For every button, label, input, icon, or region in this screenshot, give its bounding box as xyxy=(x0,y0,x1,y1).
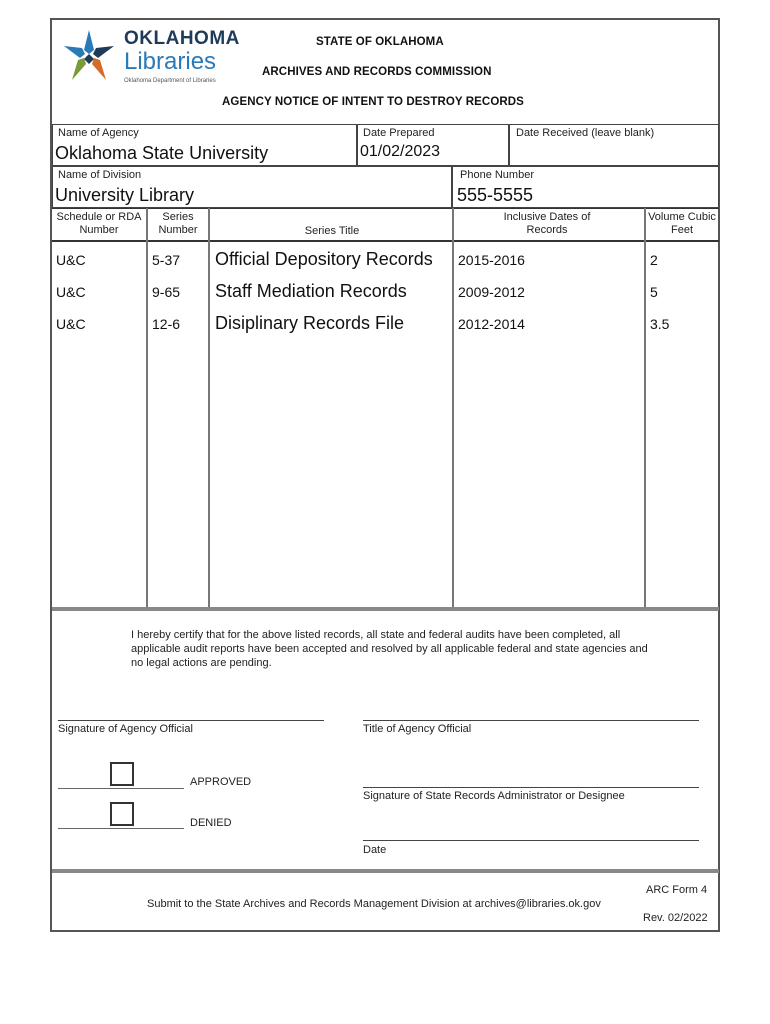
form-title: AGENCY NOTICE OF INTENT TO DESTROY RECORDS xyxy=(222,96,524,108)
date-received-label: Date Received (leave blank) xyxy=(516,127,655,139)
logo-tagline: Oklahoma Department of Libraries xyxy=(124,78,216,84)
col-divider-2 xyxy=(208,208,210,608)
col-divider-3 xyxy=(452,208,454,608)
row3-dates[interactable]: 2012-2014 xyxy=(458,316,525,332)
phone-field[interactable]: 555-5555 xyxy=(457,185,534,205)
row1-dates[interactable]: 2015-2016 xyxy=(458,252,525,268)
submit-instructions: Submit to the State Archives and Records Management Division at archives@libraries.ok.gov xyxy=(147,898,601,910)
division-label: Name of Division xyxy=(58,169,142,181)
row2-schedule[interactable]: U&C xyxy=(56,284,86,300)
agency-name-field[interactable]: Oklahoma State University xyxy=(55,143,269,163)
agency-name-label: Name of Agency xyxy=(58,127,139,139)
denied-line xyxy=(58,828,184,829)
approved-label: APPROVED xyxy=(190,776,252,788)
row1-number[interactable]: 5-37 xyxy=(152,252,181,268)
agency-signature-label: Signature of Agency Official xyxy=(58,723,193,735)
certification-text: I hereby certify that for the above listed records, all state and federal audits have been completed, all applicable audit reports have been accepted and resolved by all applicable federal and state agencies and no legal actions are pending. xyxy=(131,629,648,669)
row3-title[interactable]: Disiplinary Records File xyxy=(215,313,405,333)
col-divider-1 xyxy=(146,208,148,608)
table-top-border xyxy=(52,208,719,209)
table-header-divider xyxy=(52,240,719,242)
title-official-label: Title of Agency Official xyxy=(363,723,472,735)
row2-number[interactable]: 9-65 xyxy=(152,284,181,300)
col-divider-4 xyxy=(644,208,646,608)
division-field[interactable]: University Library xyxy=(55,185,195,205)
date-signature-line[interactable] xyxy=(363,840,699,841)
state-records-signature-line[interactable] xyxy=(363,787,699,788)
state-title: STATE OF OKLAHOMA xyxy=(316,36,444,48)
form-id: ARC Form 4 xyxy=(646,884,708,896)
col-header-schedule: Schedule or RDA Number xyxy=(56,211,142,236)
row3-schedule[interactable]: U&C xyxy=(56,316,86,332)
row1-title[interactable]: Official Depository Records xyxy=(215,249,433,269)
row2-title[interactable]: Staff Mediation Records xyxy=(215,281,407,301)
col-header-volume: Volume Cubic Feet xyxy=(648,211,716,236)
revision-date: Rev. 02/2022 xyxy=(643,912,708,924)
agency-signature-line[interactable] xyxy=(58,720,324,721)
row3-number[interactable]: 12-6 xyxy=(152,316,181,332)
denied-checkbox[interactable] xyxy=(110,802,134,826)
title-official-line[interactable] xyxy=(363,720,699,721)
row3-volume[interactable]: 3.5 xyxy=(650,316,670,332)
approved-line xyxy=(58,788,184,789)
denied-label: DENIED xyxy=(190,817,232,829)
date-signature-label: Date xyxy=(363,844,387,856)
logo-libraries-text: Libraries xyxy=(124,48,217,75)
date-prepared-label: Date Prepared xyxy=(363,127,435,139)
row2-volume[interactable]: 5 xyxy=(650,284,658,300)
row2-dates[interactable]: 2009-2012 xyxy=(458,284,525,300)
approved-checkbox[interactable] xyxy=(110,762,134,786)
logo-oklahoma-text: OKLAHOMA xyxy=(124,28,240,49)
col-header-series-number: Series Number xyxy=(158,211,198,236)
commission-title: ARCHIVES AND RECORDS COMMISSION xyxy=(262,66,492,78)
table-bottom-border xyxy=(52,607,719,611)
phone-label: Phone Number xyxy=(460,169,534,181)
col-header-dates: Inclusive Dates of Records xyxy=(503,211,591,236)
row1-schedule[interactable]: U&C xyxy=(56,252,86,268)
state-records-signature-label: Signature of State Records Administrator or Designee xyxy=(363,790,625,802)
oklahoma-libraries-logo xyxy=(58,26,248,90)
footer-top-border xyxy=(52,869,719,873)
star-logo-icon xyxy=(58,26,120,88)
date-prepared-field[interactable]: 01/02/2023 xyxy=(360,143,441,160)
col-header-series-title: Series Title xyxy=(304,225,360,237)
row1-volume[interactable]: 2 xyxy=(650,252,658,268)
